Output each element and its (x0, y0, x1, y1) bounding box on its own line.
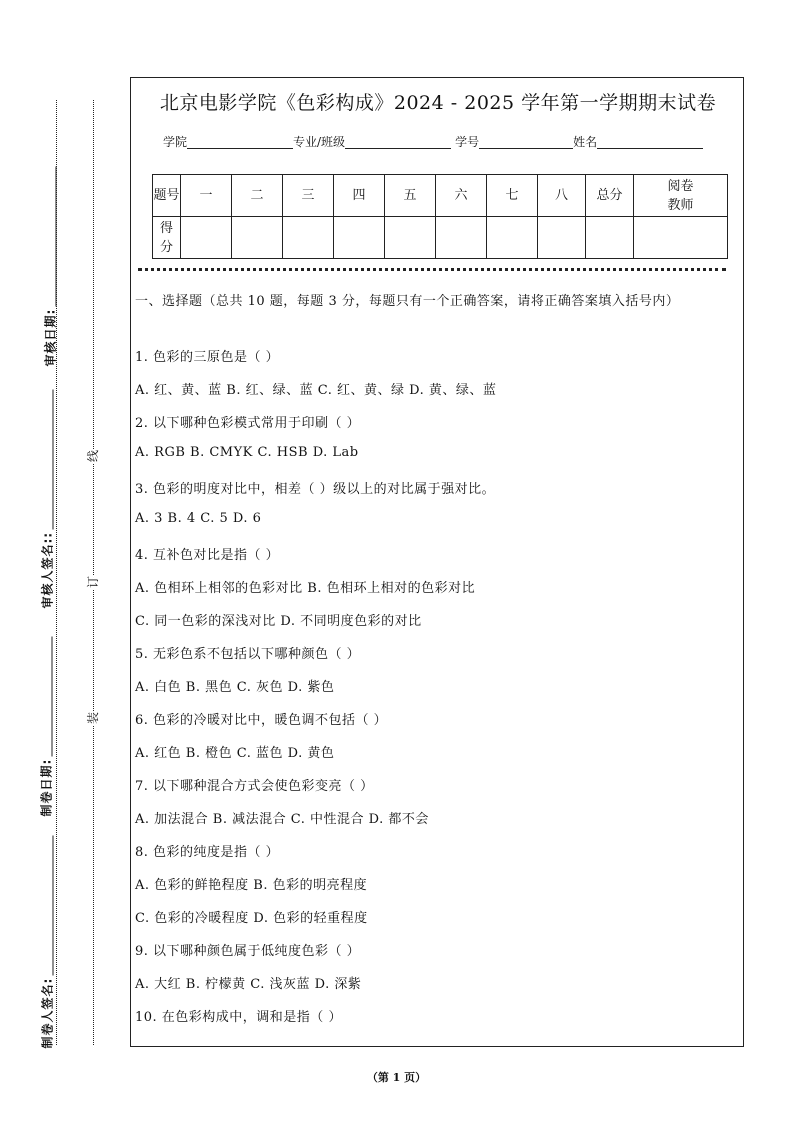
question-5-options: A. 白色 B. 黑色 C. 灰色 D. 紫色 (135, 680, 335, 695)
score-cell-6[interactable] (436, 217, 487, 259)
binding-char-line: 线 (86, 450, 100, 463)
question-9-options: A. 大红 B. 柠檬黄 C. 浅灰蓝 D. 深紫 (135, 977, 362, 992)
section-1-heading: 一、选择题（总共 10 题，每题 3 分，每题只有一个正确答案，请将正确答案填入括号内） (135, 294, 680, 309)
col-4: 四 (334, 175, 385, 217)
score-cell-total[interactable] (586, 217, 634, 259)
score-cell-4[interactable] (334, 217, 385, 259)
exam-sheet (130, 77, 744, 1047)
question-3-options: A. 3 B. 4 C. 5 D. 6 (135, 511, 262, 526)
binding-char-install: 装 (86, 712, 100, 725)
score-table (152, 174, 728, 259)
col-total: 总分 (586, 175, 634, 217)
col-grader: 阅卷教师 (634, 175, 728, 217)
college-label: 学院 (163, 135, 188, 149)
page-number: （第 1 页） (366, 1071, 427, 1084)
question-3: 3. 色彩的明度对比中，相差（ ）级以上的对比属于强对比。 (135, 482, 496, 497)
auditor-sign-label: 审核人签名:: (40, 531, 55, 609)
auditor-date-field[interactable] (42, 167, 59, 367)
score-cell-5[interactable] (385, 217, 436, 259)
binding-line-inner (93, 100, 94, 1045)
major-label: 专业/班级 (293, 135, 346, 149)
maker-sign-blank[interactable] (53, 836, 54, 976)
college-input[interactable] (187, 148, 293, 149)
score-cell-3[interactable] (283, 217, 334, 259)
section-divider (138, 268, 726, 271)
score-cell-7[interactable] (487, 217, 538, 259)
maker-date-blank[interactable] (52, 637, 53, 757)
name-input[interactable] (597, 148, 703, 149)
row-label-score: 得分 (153, 217, 181, 259)
exam-title: 北京电影学院《色彩构成》2024 - 2025 学年第一学期期末试卷 (159, 92, 717, 114)
maker-date-label: 制卷日期: (39, 758, 54, 817)
col-6: 六 (436, 175, 487, 217)
question-8-options-b: C. 色彩的冷暖程度 D. 色彩的轻重程度 (135, 911, 368, 926)
question-10: 10. 在色彩构成中，调和是指（ ） (135, 1010, 342, 1025)
question-5: 5. 无彩色系不包括以下哪种颜色（ ） (135, 647, 361, 662)
col-8: 八 (538, 175, 586, 217)
col-1: 一 (181, 175, 232, 217)
maker-date-field[interactable] (38, 637, 55, 817)
major-input[interactable] (345, 148, 451, 149)
col-3: 三 (283, 175, 334, 217)
question-4: 4. 互补色对比是指（ ） (135, 548, 280, 563)
auditor-sign-field[interactable] (39, 399, 56, 609)
question-4-options-b: C. 同一色彩的深浅对比 D. 不同明度色彩的对比 (135, 614, 422, 629)
question-4-options-a: A. 色相环上相邻的色彩对比 B. 色相环上相对的色彩对比 (135, 581, 476, 596)
auditor-sign-blank[interactable] (53, 390, 54, 530)
auditor-date-label: 审核日期: (43, 308, 58, 367)
question-7-options: A. 加法混合 B. 减法混合 C. 中性混合 D. 都不会 (135, 812, 429, 827)
score-cell-grader[interactable] (634, 217, 728, 259)
question-1-options: A. 红、黄、蓝 B. 红、绿、蓝 C. 红、黄、绿 D. 黄、绿、蓝 (135, 383, 497, 398)
score-cell-2[interactable] (232, 217, 283, 259)
question-6: 6. 色彩的冷暖对比中，暖色调不包括（ ） (135, 713, 388, 728)
question-7: 7. 以下哪种混合方式会使色彩变亮（ ） (135, 779, 374, 794)
binding-char-order: 订 (86, 576, 100, 589)
question-9: 9. 以下哪种颜色属于低纯度色彩（ ） (135, 944, 361, 959)
student-id-label: 学号 (455, 135, 480, 149)
question-1: 1. 色彩的三原色是（ ） (135, 350, 280, 365)
question-8-options-a: A. 色彩的鲜艳程度 B. 色彩的明亮程度 (135, 878, 368, 893)
col-2: 二 (232, 175, 283, 217)
row-label-question: 题号 (153, 175, 181, 217)
col-7: 七 (487, 175, 538, 217)
question-8: 8. 色彩的纯度是指（ ） (135, 845, 280, 860)
score-table-header-row (153, 175, 728, 217)
score-table-score-row (153, 217, 728, 259)
score-cell-1[interactable] (181, 217, 232, 259)
student-info-row (163, 133, 703, 150)
maker-sign-label: 制卷人签名: (40, 977, 55, 1049)
maker-sign-field[interactable] (39, 839, 56, 1049)
col-5: 五 (385, 175, 436, 217)
question-6-options: A. 红色 B. 橙色 C. 蓝色 D. 黄色 (135, 746, 335, 761)
auditor-date-blank[interactable] (56, 167, 57, 307)
question-2-options: A. RGB B. CMYK C. HSB D. Lab (135, 445, 359, 460)
question-2: 2. 以下哪种色彩模式常用于印刷（ ） (135, 416, 361, 431)
exam-body (135, 291, 739, 1025)
student-id-input[interactable] (479, 148, 573, 149)
name-label: 姓名 (573, 135, 598, 149)
score-cell-8[interactable] (538, 217, 586, 259)
